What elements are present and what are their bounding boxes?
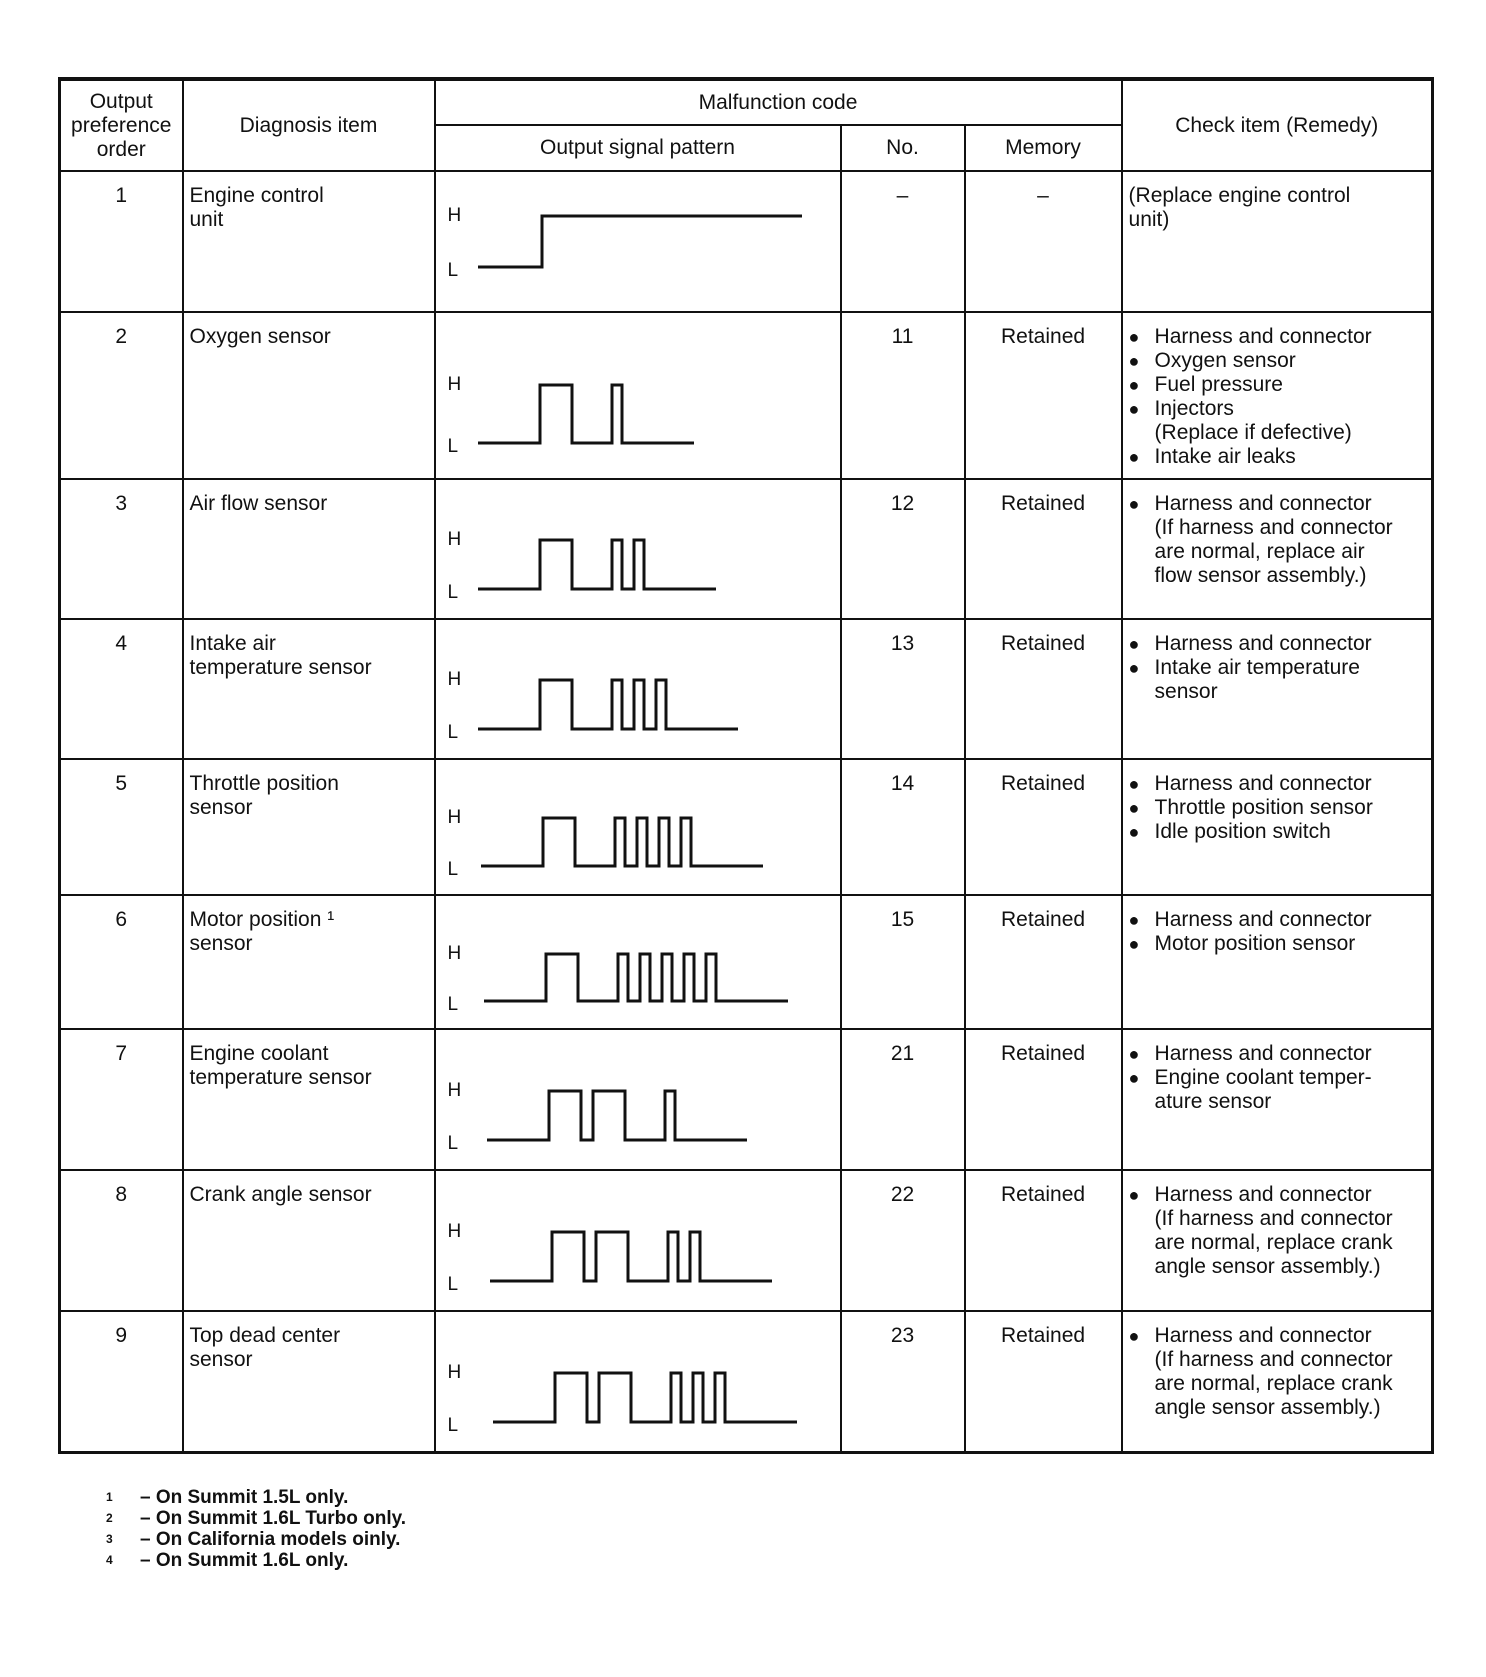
check-item-cell: [1122, 1029, 1433, 1170]
check-item-text: Harness and connector: [1154, 772, 1372, 795]
check-item-text: Harness and connector: [1154, 1042, 1372, 1065]
check-item-text: Throttle position sensor: [1154, 796, 1373, 819]
check-list-item: [1129, 492, 1428, 588]
order-cell: 8: [60, 1170, 183, 1311]
signal-pattern-cell: [435, 1311, 841, 1452]
memory-cell: Retained: [965, 1029, 1122, 1170]
table-row: [60, 1170, 1433, 1311]
check-list-item: [1129, 1183, 1428, 1279]
bullet-icon: ●: [1128, 634, 1140, 654]
diagnosis-item-cell: Top dead center sensor: [183, 1311, 435, 1452]
high-label: H: [447, 374, 462, 395]
order-cell: 7: [60, 1029, 183, 1170]
footnote-text: – On California models oinly.: [140, 1529, 401, 1550]
low-label: L: [447, 1415, 459, 1436]
footnote-text: – On Summit 1.5L only.: [140, 1487, 349, 1508]
high-label: H: [447, 1221, 462, 1242]
footnote: [106, 1529, 406, 1550]
diagnosis-item-cell: Motor position ¹ sensor: [183, 895, 435, 1029]
code-number-cell: 21: [841, 1029, 965, 1170]
check-item-cell: [1122, 1170, 1433, 1311]
bullet-icon: ●: [1128, 934, 1140, 954]
signal-pattern-cell: [435, 895, 841, 1029]
check-list-item: [1129, 820, 1428, 844]
memory-cell: –: [965, 171, 1122, 312]
signal-trace: [478, 540, 716, 589]
code-number-cell: 13: [841, 619, 965, 759]
bullet-icon: ●: [1128, 375, 1140, 395]
memory-cell: Retained: [965, 312, 1122, 479]
check-item-text: Intake air leaks: [1154, 445, 1296, 468]
bullet-icon: ●: [1128, 658, 1140, 678]
signal-pattern-cell: [435, 171, 841, 312]
table-row: [60, 1029, 1433, 1170]
check-item-cell: [1122, 479, 1433, 619]
bullet-icon: ●: [1128, 327, 1140, 347]
diagnosis-table: [58, 77, 1434, 1454]
high-label: H: [447, 1362, 462, 1383]
check-list-item: [1129, 373, 1428, 397]
header-output-signal-pattern: Output signal pattern: [435, 125, 841, 171]
signal-waveform: [436, 896, 842, 1030]
footnote: [106, 1508, 406, 1529]
check-list-item: [1129, 1066, 1428, 1114]
footnote-text: – On Summit 1.6L Turbo only.: [140, 1508, 407, 1529]
diagnosis-item-cell: Oxygen sensor: [183, 312, 435, 479]
signal-pattern-cell: [435, 312, 841, 479]
header-diagnosis-item: Diagnosis item: [183, 79, 435, 171]
check-list-item: [1129, 796, 1428, 820]
signal-waveform: [436, 620, 842, 760]
order-cell: 9: [60, 1311, 183, 1452]
check-list-item: [1129, 397, 1428, 445]
low-label: L: [447, 859, 459, 880]
footnotes: [106, 1487, 406, 1571]
memory-cell: Retained: [965, 759, 1122, 895]
check-list-item: [1129, 445, 1428, 469]
low-label: L: [447, 994, 459, 1015]
signal-waveform: [436, 313, 842, 480]
check-list-item: [1129, 1324, 1428, 1420]
signal-waveform: [436, 1171, 842, 1312]
bullet-icon: ●: [1128, 1326, 1140, 1346]
bullet-icon: ●: [1128, 822, 1140, 842]
memory-cell: Retained: [965, 479, 1122, 619]
bullet-icon: ●: [1128, 910, 1140, 930]
check-item-text: Harness and connector (If harness and connector are normal, replace crank angle sensor assembly.): [1154, 1324, 1393, 1419]
code-number-cell: 15: [841, 895, 965, 1029]
check-item-text: Harness and connector (If harness and connector are normal, replace crank angle sensor assembly.): [1154, 1183, 1393, 1278]
code-number-cell: 22: [841, 1170, 965, 1311]
memory-cell: Retained: [965, 1311, 1122, 1452]
diagnosis-item-cell: Engine coolant temperature sensor: [183, 1029, 435, 1170]
order-cell: 4: [60, 619, 183, 759]
check-item-cell: [1122, 1311, 1433, 1452]
bullet-icon: ●: [1128, 399, 1140, 419]
check-item-text: (Replace engine control unit): [1128, 184, 1351, 231]
table-row: [60, 171, 1433, 312]
table-row: [60, 1311, 1433, 1452]
footnote-mark: 4: [106, 1553, 113, 1567]
table-row: [60, 312, 1433, 479]
check-item-cell: [1122, 759, 1433, 895]
footnote-mark: 1: [106, 1490, 113, 1504]
bullet-icon: ●: [1128, 1068, 1140, 1088]
header-check-item: Check item (Remedy): [1122, 79, 1433, 171]
check-item-text: Motor position sensor: [1154, 932, 1356, 955]
signal-pattern-cell: [435, 479, 841, 619]
low-label: L: [447, 436, 459, 457]
code-number-cell: 12: [841, 479, 965, 619]
check-item-text: Injectors (Replace if defective): [1154, 397, 1352, 444]
check-item-text: Harness and connector: [1154, 632, 1372, 655]
signal-waveform: [436, 1312, 842, 1453]
signal-pattern-cell: [435, 1029, 841, 1170]
table-row: [60, 479, 1433, 619]
high-label: H: [447, 807, 462, 828]
signal-waveform: [436, 760, 842, 896]
signal-trace: [487, 1091, 747, 1140]
check-list-item: [1129, 184, 1428, 232]
code-number-cell: 14: [841, 759, 965, 895]
bullet-icon: ●: [1128, 774, 1140, 794]
high-label: H: [447, 1080, 462, 1101]
order-cell: 2: [60, 312, 183, 479]
check-item-text: Engine coolant temper- ature sensor: [1154, 1066, 1372, 1113]
memory-cell: Retained: [965, 1170, 1122, 1311]
diagnosis-item-cell: Engine control unit: [183, 171, 435, 312]
memory-cell: Retained: [965, 619, 1122, 759]
signal-trace: [490, 1232, 772, 1281]
high-label: H: [447, 529, 462, 550]
check-item-text: Fuel pressure: [1154, 373, 1283, 396]
check-item-text: Harness and connector (If harness and connector are normal, replace air flow sensor assembly.): [1154, 492, 1393, 587]
check-item-cell: [1122, 895, 1433, 1029]
order-cell: 6: [60, 895, 183, 1029]
check-item-text: Idle position switch: [1154, 820, 1331, 843]
check-list-item: [1129, 1042, 1428, 1066]
order-cell: 3: [60, 479, 183, 619]
low-label: L: [447, 1274, 459, 1295]
header-memory: Memory: [965, 125, 1122, 171]
signal-pattern-cell: [435, 619, 841, 759]
bullet-icon: ●: [1128, 1185, 1140, 1205]
check-list-item: [1129, 932, 1428, 956]
footnote-mark: 2: [106, 1511, 113, 1525]
low-label: L: [447, 722, 459, 743]
code-number-cell: 23: [841, 1311, 965, 1452]
check-item-cell: [1122, 312, 1433, 479]
high-label: H: [447, 205, 462, 226]
check-list-item: [1129, 772, 1428, 796]
signal-waveform: [436, 172, 842, 313]
signal-trace: [478, 216, 802, 267]
check-item-text: Intake air temperature sensor: [1154, 656, 1360, 703]
header-malfunction-code: Malfunction code: [435, 79, 1122, 125]
footnote: [106, 1487, 406, 1508]
check-list-item: [1129, 908, 1428, 932]
bullet-icon: ●: [1128, 447, 1140, 467]
check-item-cell: [1122, 171, 1433, 312]
signal-waveform: [436, 1030, 842, 1171]
diagnosis-item-cell: Throttle position sensor: [183, 759, 435, 895]
diagnosis-item-cell: Air flow sensor: [183, 479, 435, 619]
low-label: L: [447, 582, 459, 603]
low-label: L: [447, 260, 459, 281]
signal-trace: [478, 680, 738, 729]
low-label: L: [447, 1133, 459, 1154]
footnote-mark: 3: [106, 1532, 113, 1546]
signal-trace: [478, 385, 694, 443]
signal-trace: [484, 954, 788, 1001]
table-row: [60, 619, 1433, 759]
diagnosis-item-cell: Crank angle sensor: [183, 1170, 435, 1311]
high-label: H: [447, 669, 462, 690]
check-list-item: [1129, 656, 1428, 704]
order-cell: 1: [60, 171, 183, 312]
bullet-icon: ●: [1128, 1044, 1140, 1064]
signal-trace: [481, 818, 763, 866]
check-item-text: Harness and connector: [1154, 325, 1372, 348]
order-cell: 5: [60, 759, 183, 895]
check-item-text: Harness and connector: [1154, 908, 1372, 931]
check-list-item: [1129, 325, 1428, 349]
signal-pattern-cell: [435, 1170, 841, 1311]
bullet-icon: ●: [1128, 351, 1140, 371]
check-list-item: [1129, 632, 1428, 656]
check-item-text: Oxygen sensor: [1154, 349, 1296, 372]
signal-trace: [493, 1373, 797, 1422]
code-number-cell: 11: [841, 312, 965, 479]
header-code-no: No.: [841, 125, 965, 171]
memory-cell: Retained: [965, 895, 1122, 1029]
signal-waveform: [436, 480, 842, 620]
signal-pattern-cell: [435, 759, 841, 895]
bullet-icon: ●: [1128, 798, 1140, 818]
footnote: [106, 1550, 406, 1571]
high-label: H: [447, 943, 462, 964]
code-number-cell: –: [841, 171, 965, 312]
bullet-icon: ●: [1128, 494, 1140, 514]
footnote-text: – On Summit 1.6L only.: [140, 1550, 349, 1571]
check-item-cell: [1122, 619, 1433, 759]
diagnosis-item-cell: Intake air temperature sensor: [183, 619, 435, 759]
check-list-item: [1129, 349, 1428, 373]
table-row: [60, 759, 1433, 895]
table-row: [60, 895, 1433, 1029]
header-order: Output preference order: [60, 79, 183, 171]
